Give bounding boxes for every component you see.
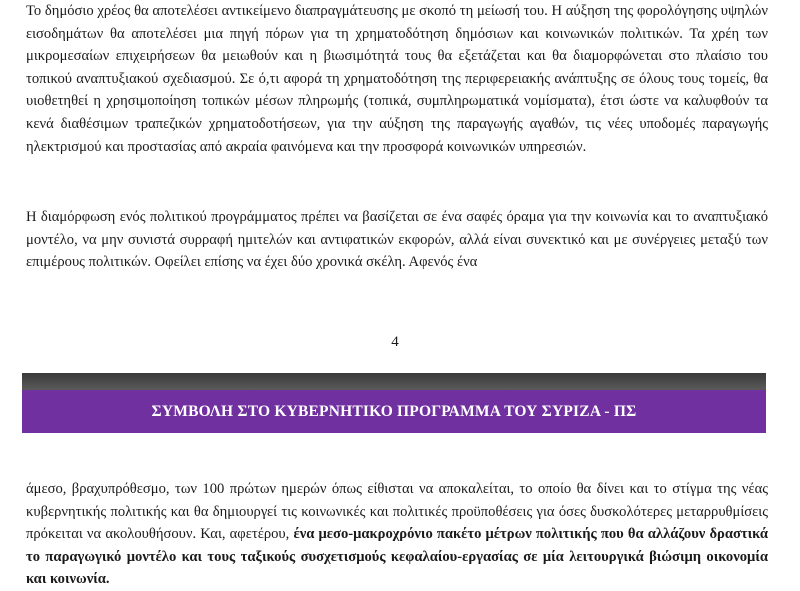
- paragraph-short-term-program: [26, 478, 768, 591]
- paragraph-plain-text: άμεσο, βραχυπρόθεσμο, των 100 πρώτων ημερών όπως είθισται να αποκαλείται, το οποίο θα δίνει και το στίγμα της νέας κυβερνητικής πολιτικής και θα δημιουργεί τις κοινωνικές και πολιτικές προϋποθέσεις για όσες δυσκολότερες μεταρρυθμίσεις πρόκειται να ακολουθήσουν. Και, αφετέρου,: [26, 481, 768, 543]
- paragraph-public-debt: Το δημόσιο χρέος θα αποτελέσει αντικείμενο διαπραγμάτευσης με σκοπό τη μείωσή του. Η αύξηση της φορολόγησης υψηλών εισοδημάτων θα αποτελέσει μια πηγή πόρων για τη χρηματοδότηση δημόσιων και κοινωνικών πολιτικών. Τα χρέη των μικρομεσαίων επιχειρήσεων θα μειωθούν και η βιωσιμότητά τους θα εξετάζεται και θα διαμορφώνεται στο πλαίσιο του τοπικού αναπτυξιακού σχεδιασμού. Σε ό,τι αφορά τη χρηματοδότηση της περιφερειακής ανάπτυξης σε όλους τους τομείς, θα υιοθετηθεί η χρησιμοποίηση τοπικών μέσων πληρωμής (τοπικά, συμπληρωματικά νομίσματα), έτσι ώστε να καλυφθούν τα κενά διαθέσιμων τραπεζικών χρηματοδοτήσεων, για την αύξηση της παραγωγής αγαθών, τις νέες υποδομές παραγωγής ηλεκτρισμού και προστασίας από ακραία φαινόμενα και την προσφορά κοινωνικών υπηρεσιών.: [26, 3, 768, 155]
- paragraph-political-program: Η διαμόρφωση ενός πολιτικού προγράμματος πρέπει να βασίζεται σε ένα σαφές όραμα για την κοινωνία και το αναπτυξιακό μοντέλο, να μην συνιστά συρραφή ημιτελών και αντιφατικών εκφορών, αλλά είναι συνεκτικό και με συνέργειες μεταξύ των επιμέρους πολιτικών. Οφείλει επίσης να έχει δύο χρονικά σκέλη. Αφενός ένα: [26, 209, 768, 271]
- header-dark-strip: [22, 373, 766, 390]
- page-header-band: [22, 373, 766, 433]
- page-number: 4: [391, 334, 399, 350]
- header-title: ΣΥΜΒΟΛΗ ΣΤΟ ΚΥΒΕΡΝΗΤΙΚΟ ΠΡΟΓΡΑΜΜΑ ΤΟΥ ΣΥΡΙΖΑ - ΠΣ: [22, 390, 766, 433]
- paragraph-bold-text: ένα μεσο-μακροχρόνιο πακέτο μέτρων πολιτικής που θα αλλάζουν δραστικά το παραγωγικό μοντέλο και τους ταξικούς συσχετισμούς κεφαλαίου-εργασίας σε μία λειτουργικά βιώσιμη οικονομία και κοινωνία.: [26, 526, 768, 588]
